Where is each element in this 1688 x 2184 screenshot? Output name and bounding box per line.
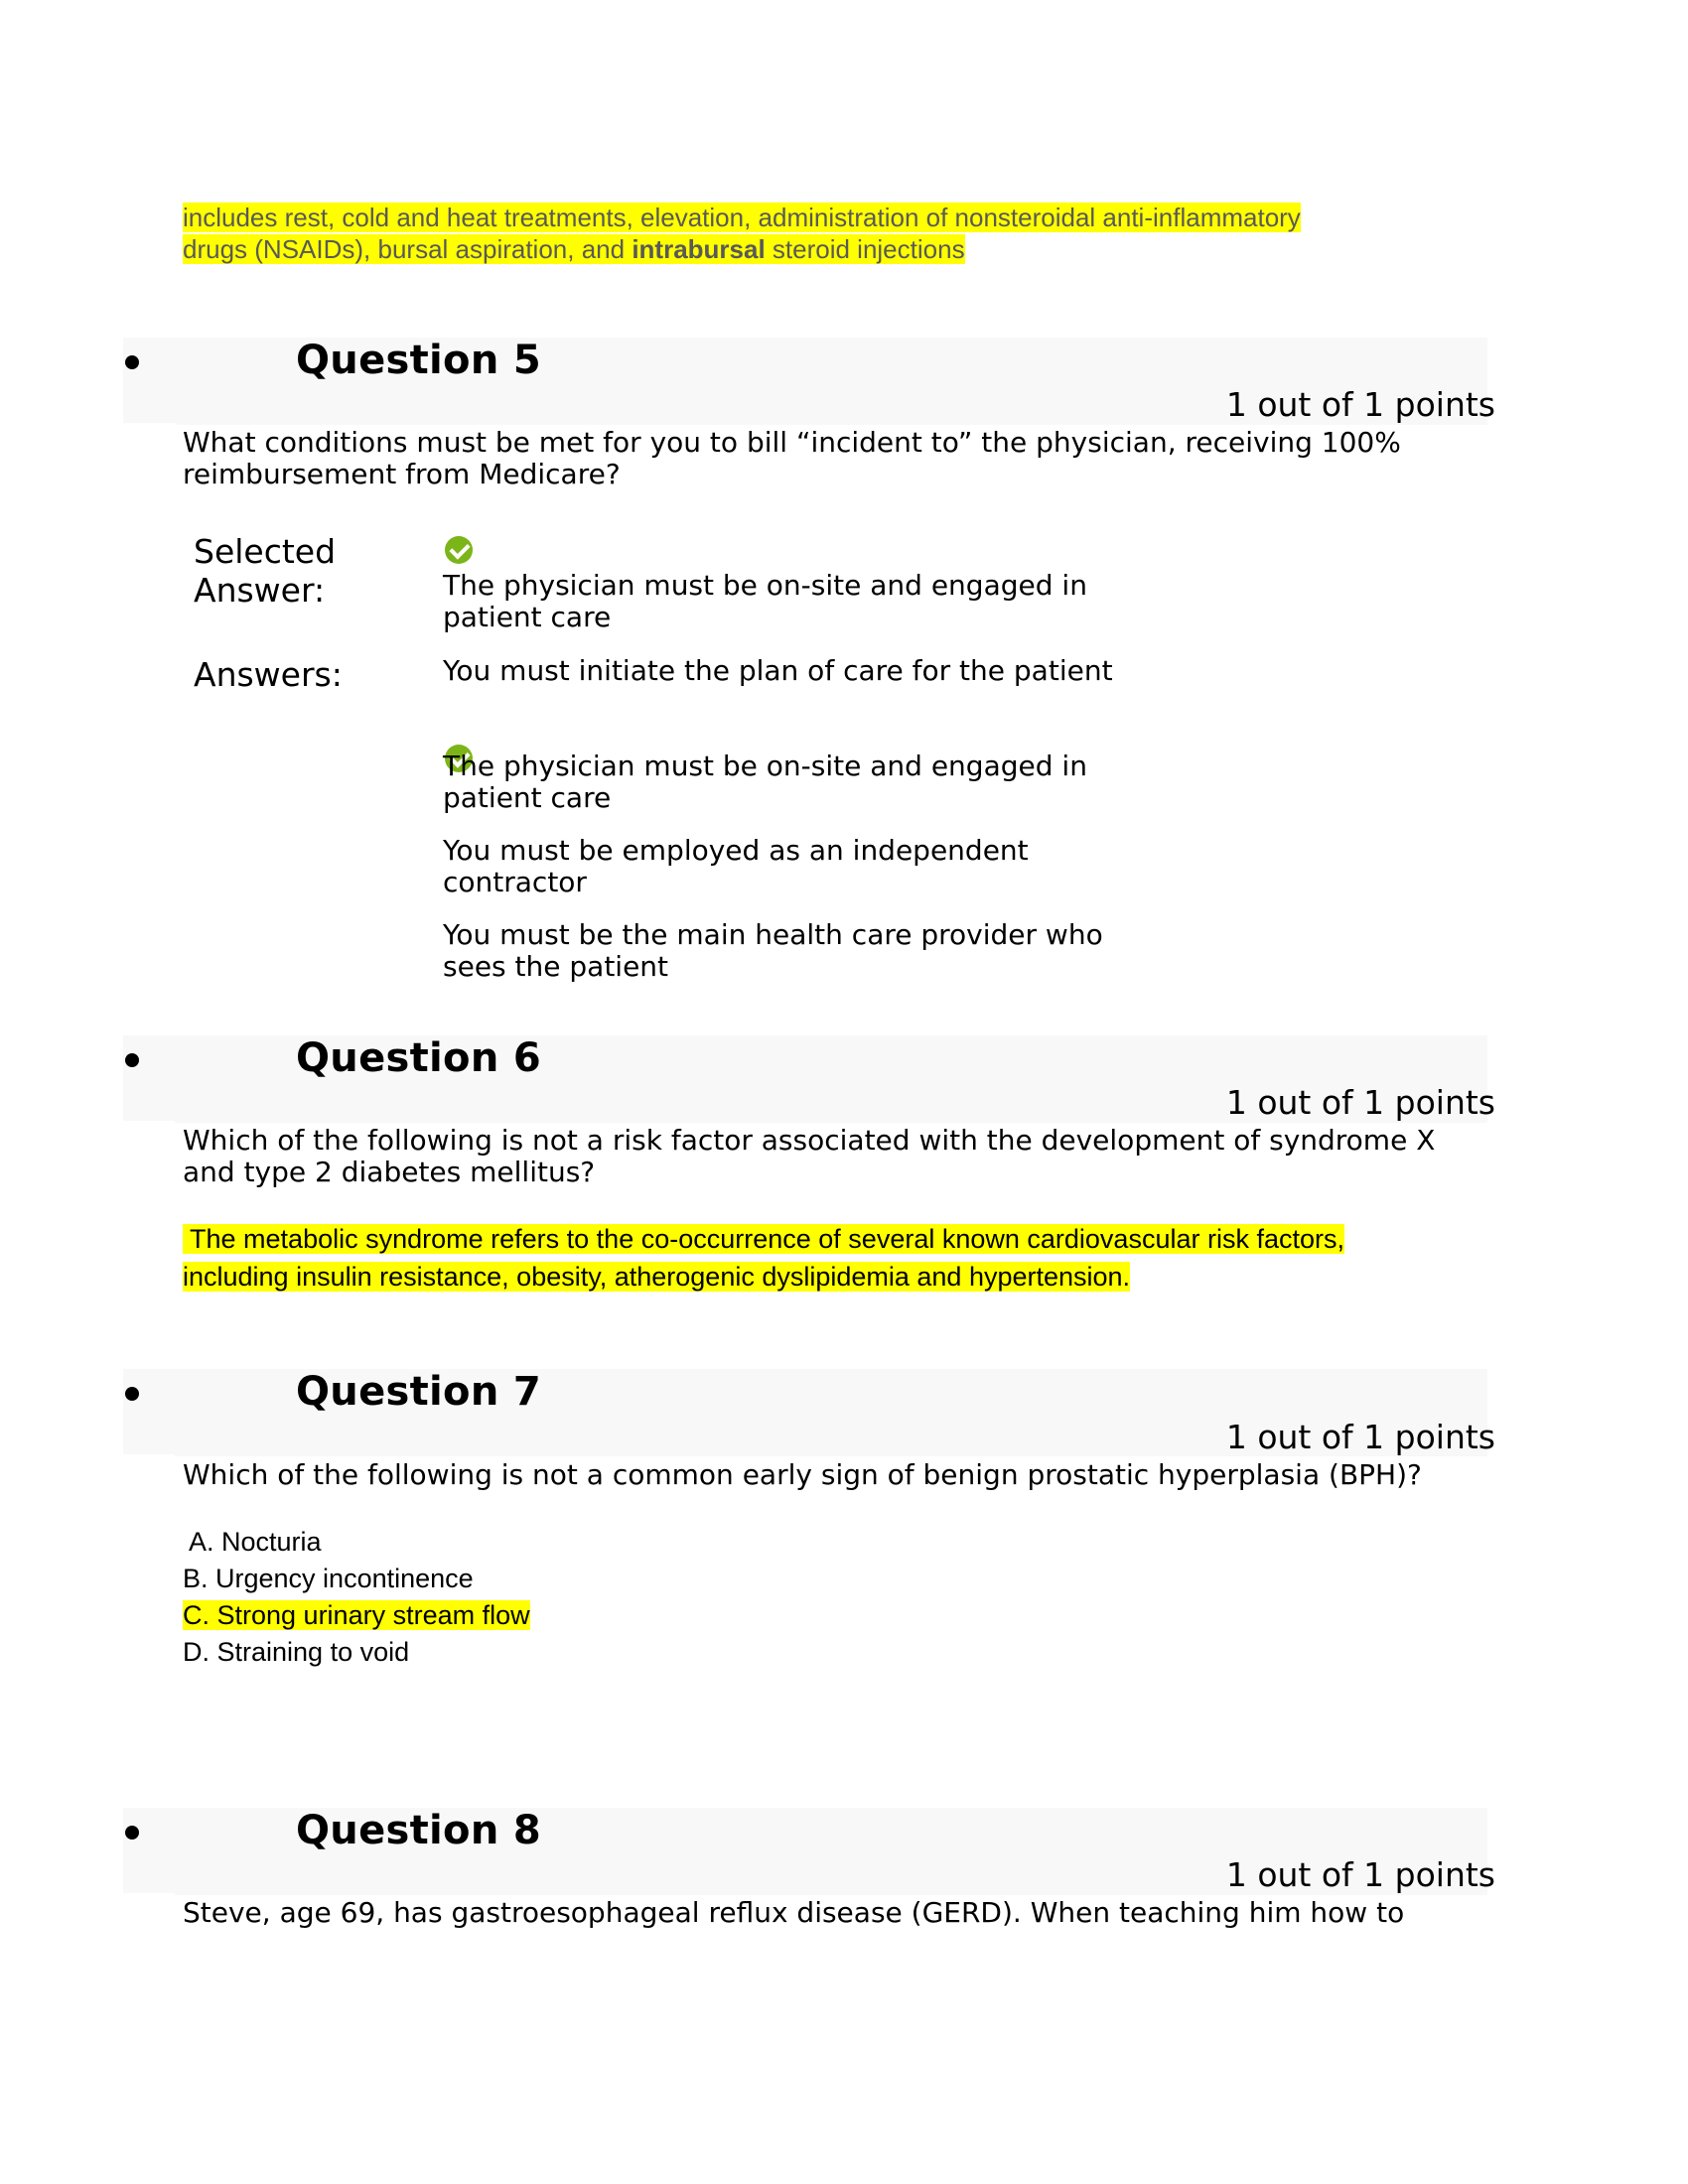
- option-b: B. Urgency incontinence: [183, 1564, 474, 1593]
- answer-option-1: You must initiate the plan of care for the patient: [443, 654, 1113, 687]
- question-8-bullet: [125, 1826, 139, 1840]
- question-5-bullet: [125, 355, 139, 369]
- question-7-text: Which of the following is not a common early sign of benign prostatic hyperplasia (BPH)?: [183, 1458, 1422, 1491]
- answer-option-4: You must be the main health care provider who sees the patient: [443, 918, 1103, 983]
- question-6-title: Question 6: [296, 1035, 541, 1081]
- question-7-points: 1 out of 1 points: [1225, 1418, 1495, 1456]
- question-7-bullet: [125, 1387, 139, 1401]
- question-7-title: Question 7: [296, 1369, 541, 1415]
- answer-option-3: You must be employed as an independent contractor: [443, 834, 1029, 898]
- question-7-options: [183, 1524, 977, 1671]
- question-6-text: Which of the following is not a risk factor associated with the development of syndrome X and type 2 diabetes mellitus?: [183, 1124, 1436, 1188]
- question-8-text: Steve, age 69, has gastroesophageal reflux disease (GERD). When teaching him how to: [183, 1896, 1405, 1929]
- question-5-points: 1 out of 1 points: [1225, 385, 1495, 424]
- question-6-points: 1 out of 1 points: [1225, 1083, 1495, 1122]
- question-5-title: Question 5: [296, 338, 541, 383]
- intro-line-1: includes rest, cold and heat treatments, elevation, administration of nonsteroidal anti-inflammatory: [183, 203, 1301, 232]
- answers-label: Answers:: [194, 655, 343, 694]
- question-8-title: Question 8: [296, 1808, 541, 1853]
- answer-option-2: The physician must be on-site and engaged in patient care: [443, 750, 1087, 814]
- question-6-bullet: [125, 1053, 139, 1067]
- question-5-text: What conditions must be met for you to bill “incident to” the physician, receiving 100% reimbursement from Medicare?: [183, 426, 1401, 490]
- intro-bold-term: intrabursal: [632, 234, 766, 264]
- question-8-points: 1 out of 1 points: [1225, 1855, 1495, 1894]
- option-c: C. Strong urinary stream flow: [183, 1600, 530, 1630]
- correct-check-icon: [445, 536, 473, 564]
- option-d: D. Straining to void: [183, 1637, 410, 1667]
- question-6-answer-explanation: The metabolic syndrome refers to the co-occurrence of several known cardiovascular risk factors, including insulin resistance, obesity, atherogenic dyslipidemia and hypertension.: [183, 1224, 1344, 1292]
- selected-answer-label: Selected Answer:: [194, 532, 337, 610]
- selected-answer-text: The physician must be on-site and engaged in patient care: [443, 569, 1087, 633]
- intro-paragraph: [183, 202, 1394, 265]
- option-a: A. Nocturia: [183, 1527, 322, 1557]
- intro-line-2: drugs (NSAIDs), bursal aspiration, and intrabursal steroid injections: [183, 234, 965, 264]
